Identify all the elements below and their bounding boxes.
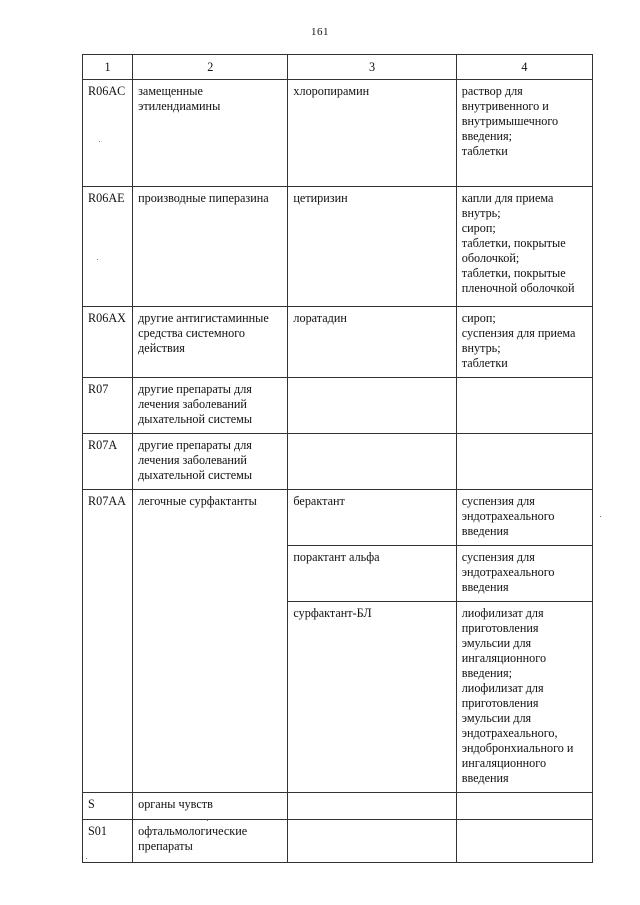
table-header-row — [83, 55, 593, 80]
anatomical-group: другие антигистаминные средства системного действия — [133, 307, 288, 378]
scan-speck — [97, 259, 98, 260]
column-header-4: 4 — [456, 55, 592, 80]
column-header-3: 3 — [288, 55, 456, 80]
dosage-forms — [456, 793, 592, 820]
drug-name: хлоропирамин — [288, 80, 456, 187]
table-row — [83, 187, 593, 307]
scan-speck — [600, 516, 601, 517]
atc-code: S — [83, 793, 133, 820]
table-row — [83, 434, 593, 490]
anatomical-group: легочные сурфактанты — [133, 490, 288, 793]
drug-name: порактант альфа — [288, 546, 456, 602]
atc-code: S01 — [83, 820, 133, 863]
scan-speck — [86, 858, 87, 859]
drug-name — [288, 434, 456, 490]
drug-name — [288, 793, 456, 820]
dosage-forms: лиофилизат для приготовления эмульсии для ингаляционного введения; лиофилизат для приготовления эмульсии для эндотрахеального, эндобронхиального и ингаляционного введения — [456, 602, 592, 793]
drug-name — [288, 378, 456, 434]
atc-code: R07AA — [83, 490, 133, 793]
dosage-forms: суспензия для эндотрахеального введения — [456, 546, 592, 602]
dosage-forms — [456, 378, 592, 434]
column-header-2: 2 — [133, 55, 288, 80]
scan-speck — [99, 141, 100, 142]
atc-code: R07A — [83, 434, 133, 490]
dosage-forms: раствор для внутривенного и внутримышечного введения; таблетки — [456, 80, 592, 187]
drug-name: берактант — [288, 490, 456, 546]
page-number: 161 — [311, 26, 329, 38]
table-row — [83, 378, 593, 434]
dosage-forms — [456, 820, 592, 863]
dosage-forms: суспензия для эндотрахеального введения — [456, 490, 592, 546]
drug-name — [288, 820, 456, 863]
dosage-forms: сироп; суспензия для приема внутрь; таблетки — [456, 307, 592, 378]
atc-code: R06AX — [83, 307, 133, 378]
atc-code: R06AE — [83, 187, 133, 307]
atc-code: R06AC — [83, 80, 133, 187]
anatomical-group: другие препараты для лечения заболеваний дыхательной системы — [133, 434, 288, 490]
drug-name: лоратадин — [288, 307, 456, 378]
drug-name: сурфактант-БЛ — [288, 602, 456, 793]
anatomical-group: органы чувств — [133, 793, 288, 820]
dosage-forms: капли для приема внутрь; сироп; таблетки, покрытые оболочкой; таблетки, покрытые пленочной оболочкой — [456, 187, 592, 307]
table-row — [83, 793, 593, 820]
table-row — [83, 490, 593, 546]
anatomical-group: замещенные этилендиамины — [133, 80, 288, 187]
table-row — [83, 307, 593, 378]
dosage-forms — [456, 434, 592, 490]
column-header-1: 1 — [83, 55, 133, 80]
atc-code: R07 — [83, 378, 133, 434]
table-row — [83, 80, 593, 187]
anatomical-group: офтальмологические препараты — [133, 820, 288, 863]
anatomical-group: производные пиперазина — [133, 187, 288, 307]
drug-name: цетиризин — [288, 187, 456, 307]
anatomical-group: другие препараты для лечения заболеваний дыхательной системы — [133, 378, 288, 434]
drug-table — [82, 54, 593, 863]
table-row — [83, 820, 593, 863]
scan-speck — [207, 820, 208, 821]
